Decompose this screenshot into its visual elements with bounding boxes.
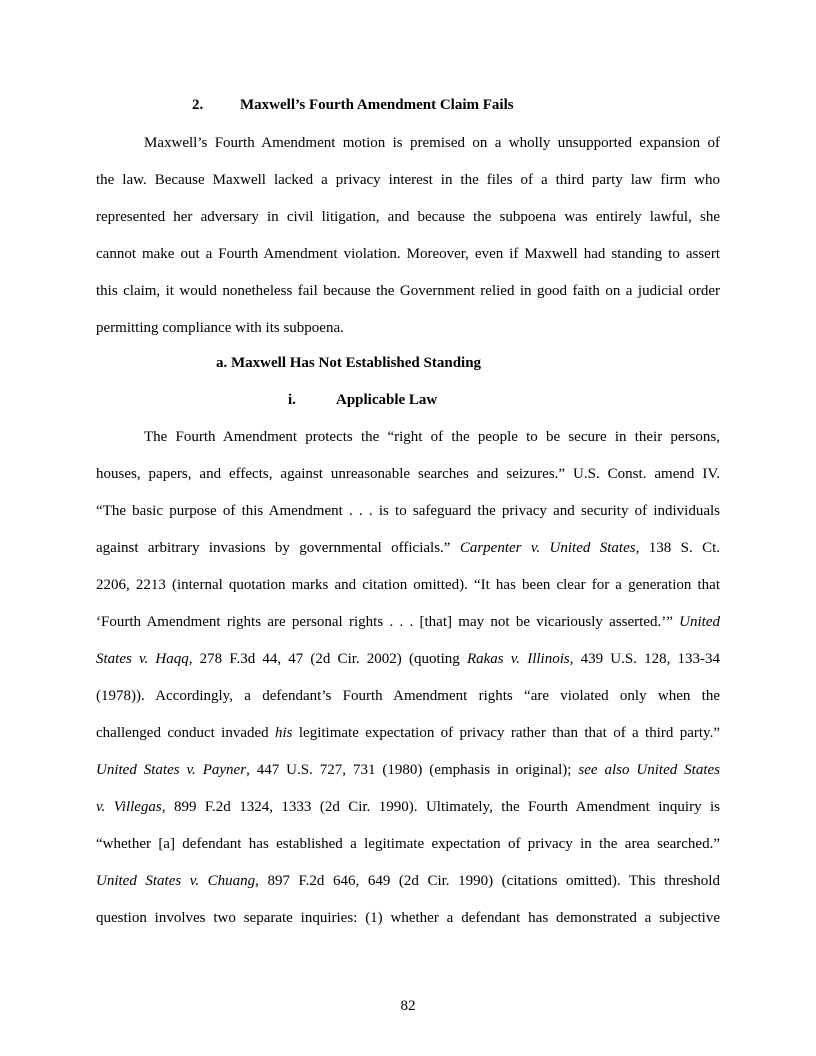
heading-a: a. Maxwell Has Not Established Standing <box>216 355 482 371</box>
text: , 439 U.S. 128, 133-34 <box>569 651 720 667</box>
case-citation: United States v. Payner <box>96 762 247 778</box>
text: , 278 F.3d 44, 47 (2d Cir. 2002) (quoting <box>188 651 467 667</box>
page-number: 82 <box>400 998 416 1014</box>
text: , 899 F.2d 1324, 1333 (2d Cir. 1990). Ultimately, the Fourth Amendment inquiry is <box>161 799 721 815</box>
text: against arbitrary invasions by governmental officials.” <box>96 540 460 556</box>
paragraph-line <box>96 761 720 779</box>
paragraph-line <box>96 613 720 631</box>
heading-2-title: Maxwell’s Fourth Amendment Claim Fails <box>240 97 514 113</box>
paragraph-line <box>96 539 720 557</box>
case-citation: v. Villegas <box>96 799 162 815</box>
heading-i-title: Applicable Law <box>336 392 438 408</box>
paragraph-line: The Fourth Amendment protects the “right of the people to be secure in their persons, <box>144 429 720 445</box>
paragraph-line: (1978)). Accordingly, a defendant’s Fourth Amendment rights “are violated only when the <box>96 688 720 704</box>
case-citation: Carpenter v. United States <box>459 540 636 556</box>
paragraph-line: “The basic purpose of this Amendment . . . is to safeguard the privacy and security of individuals <box>96 503 720 519</box>
text: legitimate expectation of privacy rather than that of a third party.” <box>292 725 720 741</box>
case-citation: United <box>679 614 720 630</box>
case-citation: States v. Haqq <box>96 651 189 667</box>
case-citation: United States v. Chuang <box>96 873 256 889</box>
paragraph-line: permitting compliance with its subpoena. <box>96 320 344 336</box>
heading-2-number: 2. <box>192 97 204 113</box>
paragraph-line: Maxwell’s Fourth Amendment motion is premised on a wholly unsupported expansion of <box>144 135 720 151</box>
heading-i-number: i. <box>288 392 296 408</box>
text: ‘Fourth Amendment rights are personal rights . . . [that] may not be vicariously asserted.’” <box>96 614 680 630</box>
case-citation: see also United States <box>578 762 720 778</box>
paragraph-line: 2206, 2213 (internal quotation marks and citation omitted). “It has been clear for a generation that <box>96 577 720 593</box>
text: , 897 F.2d 646, 649 (2d Cir. 1990) (citations omitted). This threshold <box>255 873 720 889</box>
paragraph-line: represented her adversary in civil litigation, and because the subpoena was entirely lawful, she <box>96 209 720 225</box>
paragraph-line: question involves two separate inquiries: (1) whether a defendant has demonstrated a subjective <box>96 910 720 926</box>
paragraph-line <box>96 650 720 668</box>
paragraph-line <box>96 798 720 816</box>
emphasis: his <box>275 725 293 741</box>
text: , 138 S. Ct. <box>635 540 720 556</box>
paragraph-line: this claim, it would nonetheless fail because the Government relied in good faith on a judicial order <box>96 283 720 299</box>
text: , 447 U.S. 727, 731 (1980) (emphasis in original); <box>246 762 579 778</box>
paragraph-line: houses, papers, and effects, against unreasonable searches and seizures.” U.S. Const. amend IV. <box>96 466 720 482</box>
paragraph-line <box>96 872 720 890</box>
paragraph-line <box>96 724 720 742</box>
paragraph-line: the law. Because Maxwell lacked a privacy interest in the files of a third party law firm who <box>96 172 720 188</box>
text: challenged conduct invaded <box>96 725 275 741</box>
paragraph-line: “whether [a] defendant has established a legitimate expectation of privacy in the area searched.” <box>96 836 720 852</box>
case-citation: Rakas v. Illinois <box>466 651 570 667</box>
paragraph-line: cannot make out a Fourth Amendment violation. Moreover, even if Maxwell had standing to assert <box>96 246 720 262</box>
